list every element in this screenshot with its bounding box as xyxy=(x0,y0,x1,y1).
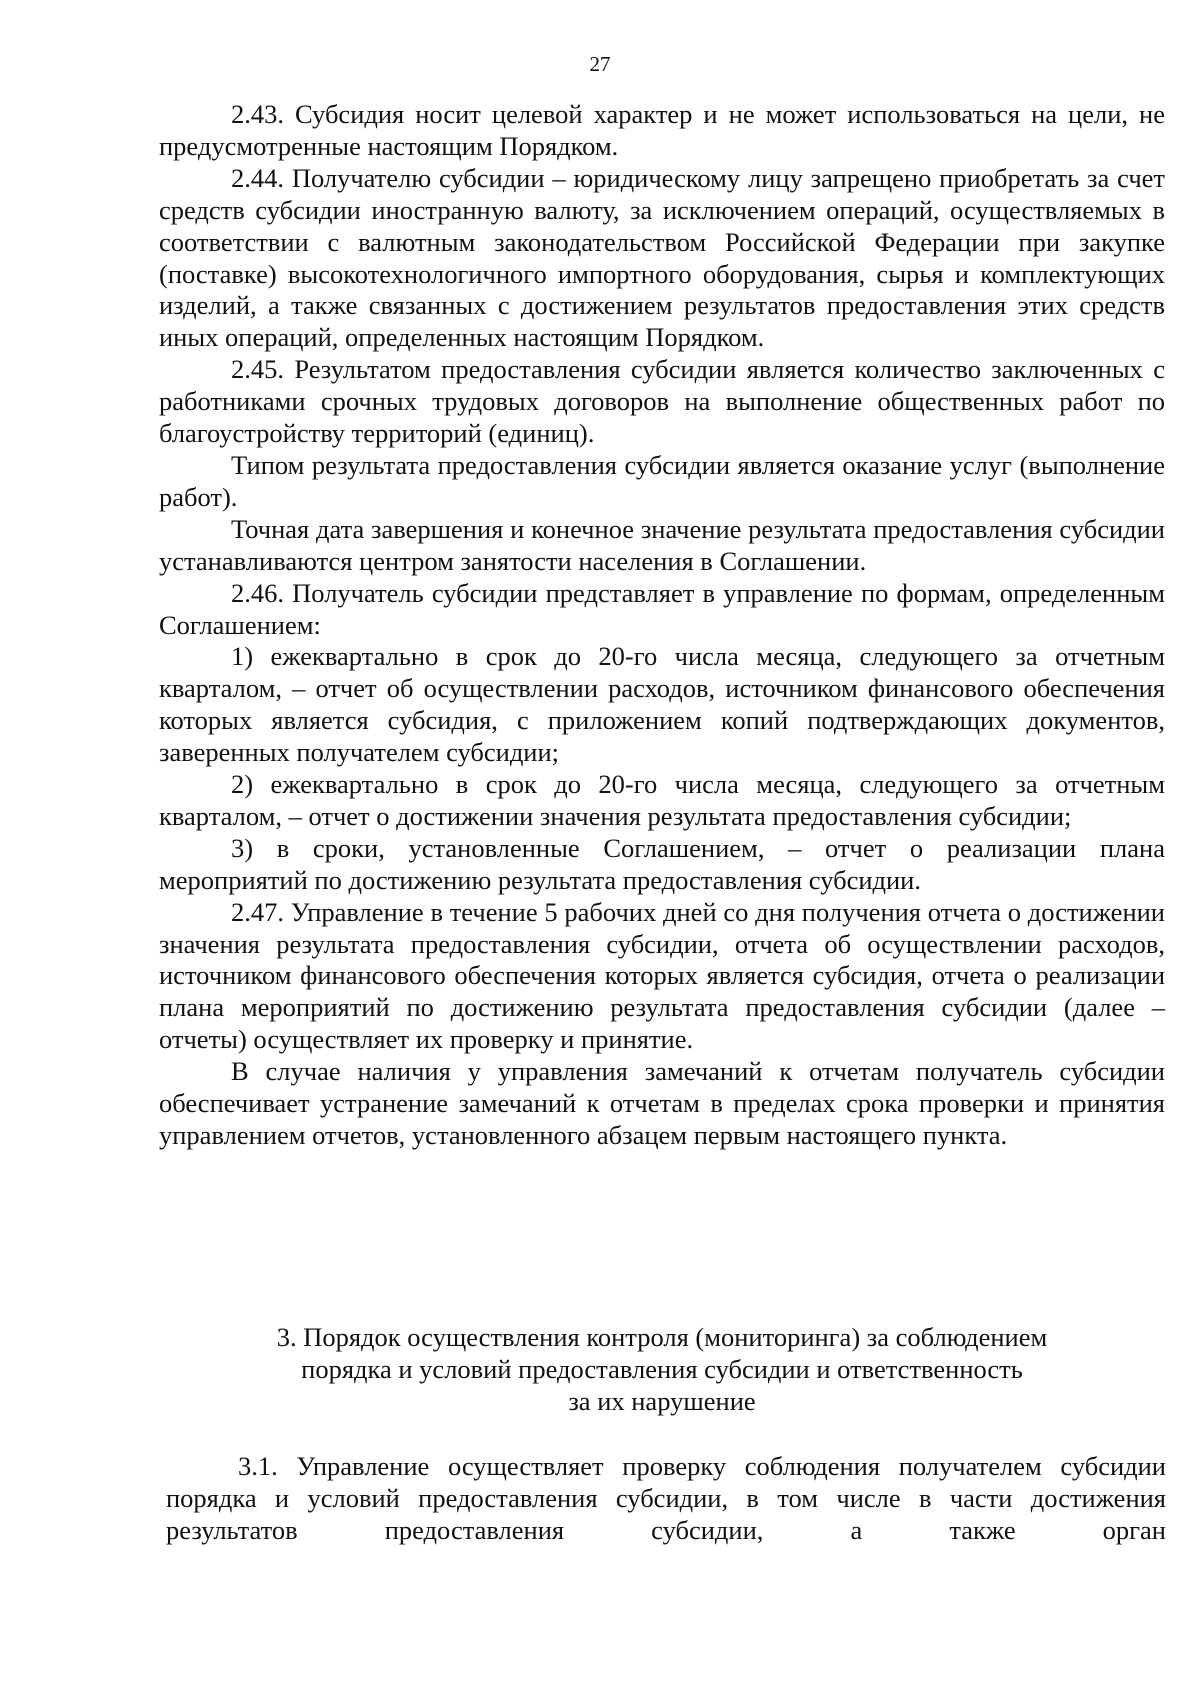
section-heading-line: порядка и условий предоставления субсидии и ответственность xyxy=(301,1354,1023,1384)
section-heading xyxy=(159,1321,1165,1417)
paragraph-2-47: 2.47. Управление в течение 5 рабочих дней со дня получения отчета о достижении значения результата предоставления субсидии, отчета об осуществлении расходов, источником финансового обеспечения которых является субсидия, отчета о реализации плана мероприятий по достижению результата предоставления субсидии (далее – отчеты) осуществляет их проверку и принятие. xyxy=(159,896,1165,1055)
list-item-2: 2) ежеквартально в срок до 20-го числа месяца, следующего за отчетным кварталом, – отчет о достижении значения результата предоставления субсидии; xyxy=(159,769,1165,831)
paragraph-remarks: В случае наличия у управления замечаний к отчетам получатель субсидии обеспечивает устранение замечаний к отчетам в пределах срока проверки и принятия управлением отчетов, установленного абзацем первым настоящего пункта. xyxy=(159,1056,1165,1150)
paragraph-result-date: Точная дата завершения и конечное значение результата предоставления субсидии устанавливаются центром занятости населения в Соглашении. xyxy=(159,513,1165,576)
list-item-1: 1) ежеквартально в срок до 20-го числа месяца, следующего за отчетным кварталом, – отчет об осуществлении расходов, источником финансового обеспечения которых является субсидия, с приложением копий подтверждающих документов, заверенных получателем субсидии; xyxy=(159,641,1165,768)
page-number: 27 xyxy=(589,52,611,76)
document-body xyxy=(159,99,1165,1152)
paragraph-result-type: Типом результата предоставления субсидии является оказание услуг (выполнение работ). xyxy=(159,449,1165,512)
section-body xyxy=(166,1451,1166,1547)
paragraph-3-1: 3.1. Управление осуществляет проверку соблюдения получателем субсидии порядка и условий предоставления субсидии, в том числе в части достижения результатов предоставления субсидии, а также орган xyxy=(166,1451,1166,1545)
paragraph-2-44: 2.44. Получателю субсидии – юридическому лицу запрещено приобретать за счет средств субсидии иностранную валюту, за исключением операций, осуществляемых в соответствии с валютным законодательством Российской Федерации при закупке (поставке) высокотехнологичного импортного оборудования, сырья и комплектующих изделий, а также связанных с достижением результатов предоставления этих средств иных операций, определенных настоящим Порядком. xyxy=(159,162,1165,353)
paragraph-2-43: 2.43. Субсидия носит целевой характер и не может использоваться на цели, не предусмотренные настоящим Порядком. xyxy=(159,99,1165,161)
section-heading-line: за их нарушение xyxy=(568,1386,756,1416)
list-item-3: 3) в сроки, установленные Соглашением, – отчет о реализации плана мероприятий по достижению результата предоставления субсидии. xyxy=(159,832,1165,895)
paragraph-2-46: 2.46. Получатель субсидии представляет в управление по формам, определенным Соглашением: xyxy=(159,577,1165,640)
paragraph-2-45: 2.45. Результатом предоставления субсидии является количество заключенных с работниками срочных трудовых договоров на выполнение общественных работ по благоустройству территорий (единиц). xyxy=(159,354,1165,449)
section-heading-line: 3. Порядок осуществления контроля (мониторинга) за соблюдением xyxy=(276,1322,1048,1352)
